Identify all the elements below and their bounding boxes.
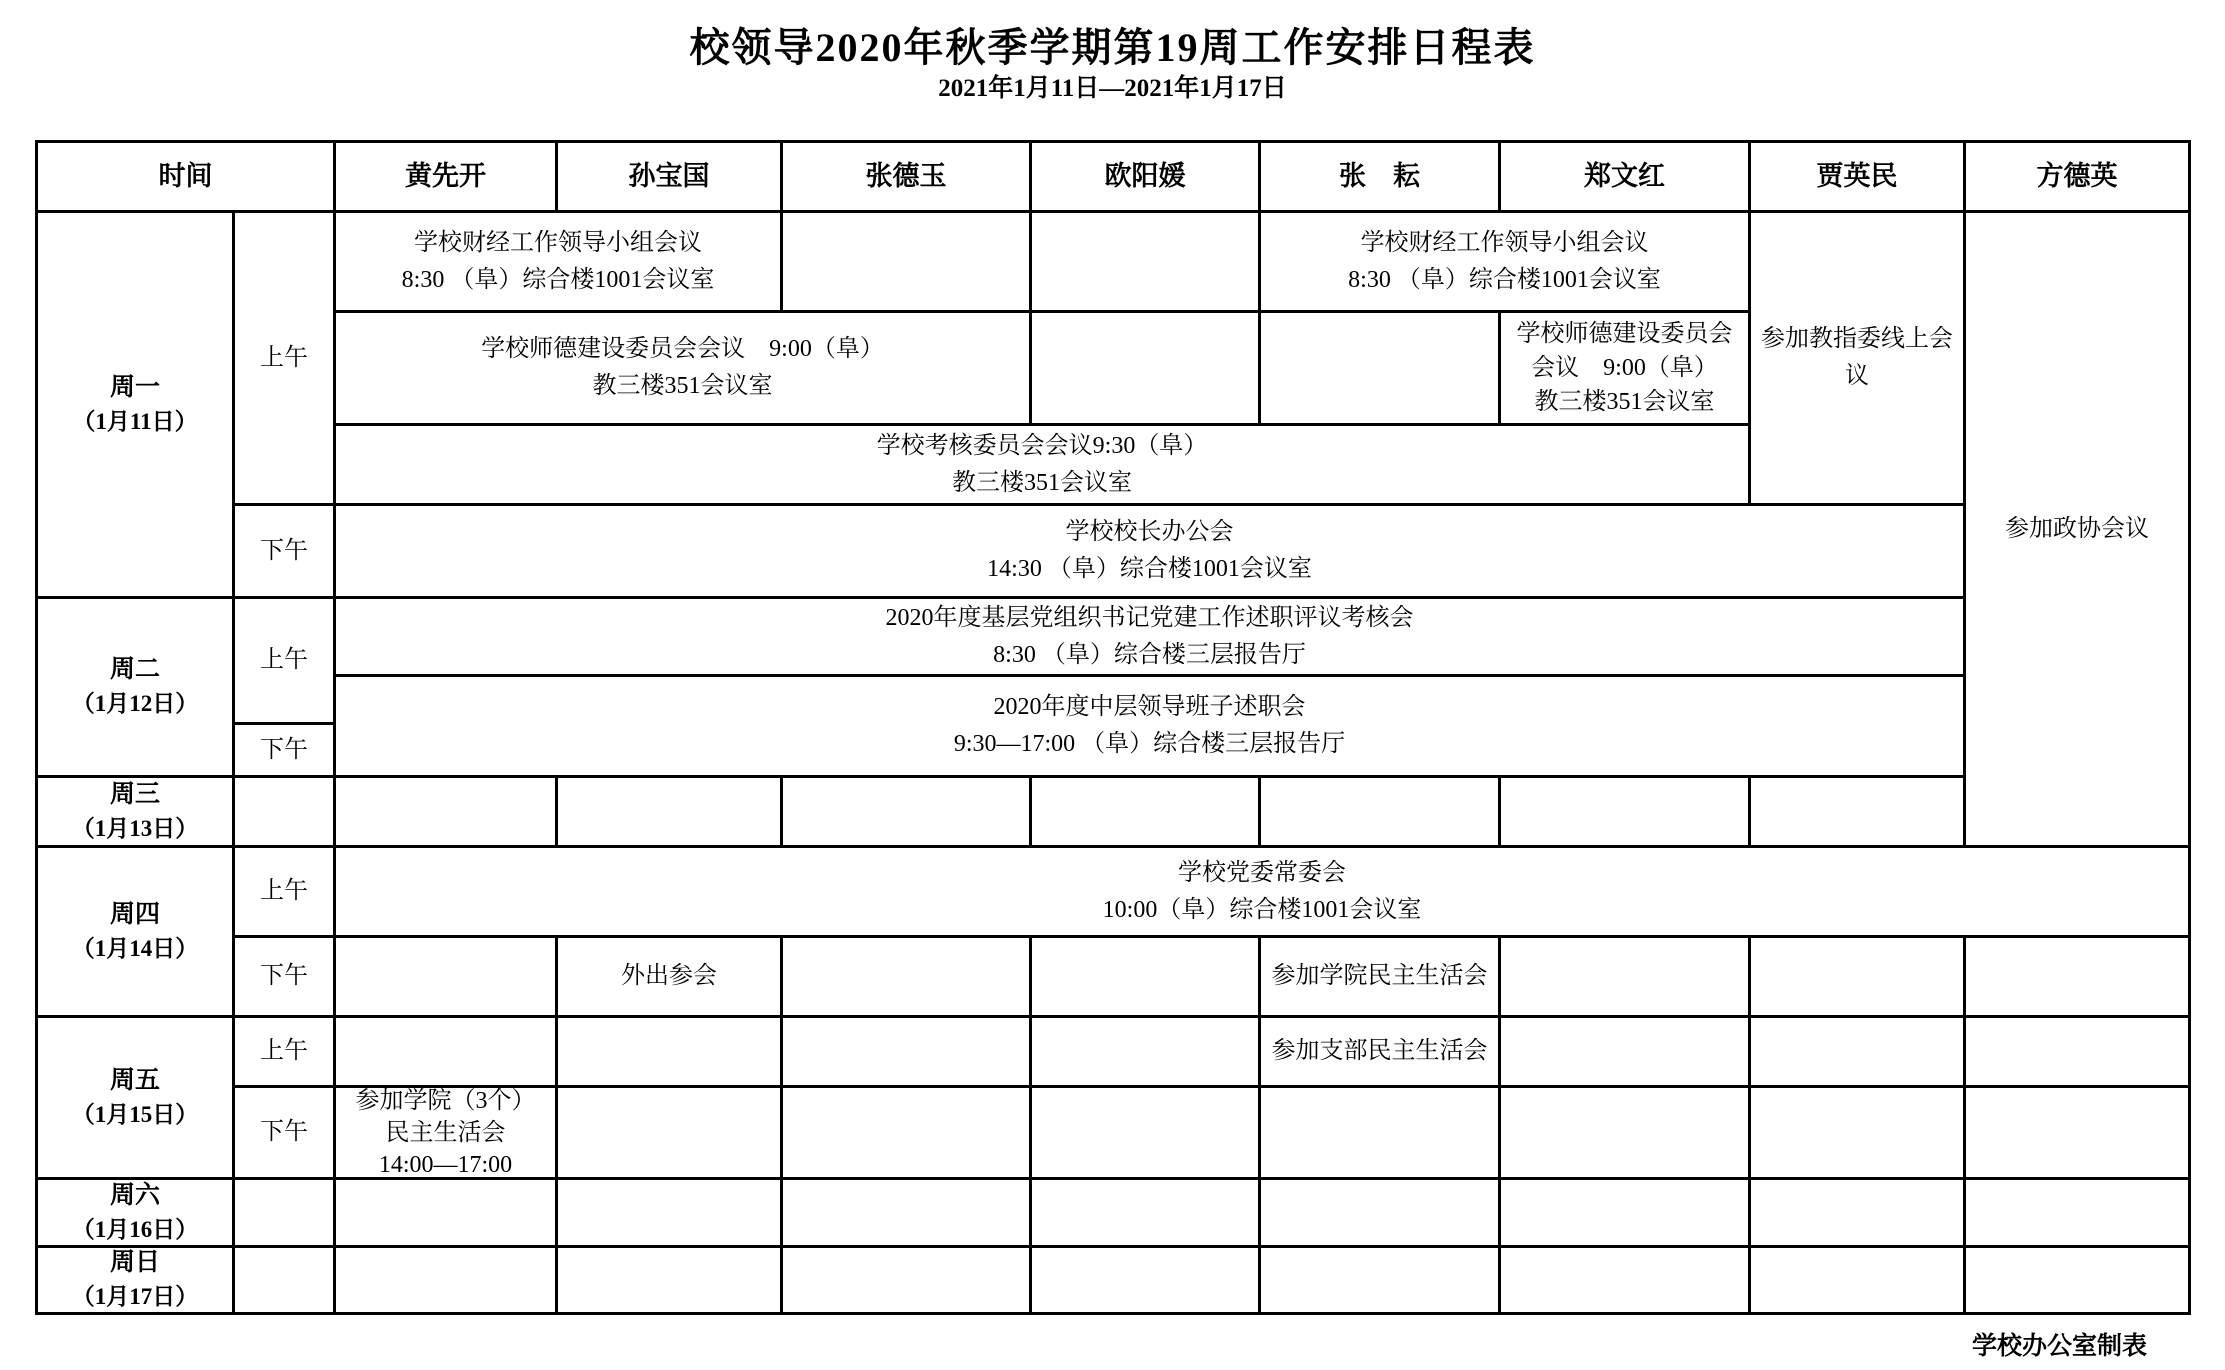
- event-fri-huang-college: 参加学院（3个） 民主生活会 14:00—17:00: [336, 1088, 555, 1177]
- empty-cell: [1751, 938, 1963, 1015]
- event-mon-finance-right: 学校财经工作领导小组会议 8:30 （阜）综合楼1001会议室: [1261, 213, 1748, 310]
- event-jia-online-meeting: 参加教指委线上会议: [1751, 213, 1963, 503]
- empty-cell: [783, 1088, 1029, 1177]
- event-mon-finance-left: 学校财经工作领导小组会议 8:30 （阜）综合楼1001会议室: [336, 213, 780, 310]
- empty-cell: [783, 1180, 1029, 1245]
- schedule-table: [35, 140, 2191, 1315]
- friday-pm-label: 下午: [235, 1088, 333, 1177]
- empty-cell: [336, 938, 555, 1015]
- empty-cell: [1032, 938, 1258, 1015]
- empty-cell: [558, 1248, 780, 1312]
- friday-am-label: 上午: [235, 1018, 333, 1085]
- empty-cell: [1501, 1088, 1748, 1177]
- day-saturday: 周六 （1月16日）: [38, 1180, 232, 1245]
- day-tuesday: 周二 （1月12日）: [38, 599, 232, 775]
- empty-cell: [1032, 1180, 1258, 1245]
- header-name-huangxiankai: 黄先开: [336, 143, 555, 210]
- event-mon-ethics-main: 学校师德建设委员会会议 9:00（阜） 教三楼351会议室: [336, 313, 1029, 423]
- empty-cell: [1501, 1248, 1748, 1312]
- header-name-zhengwenhong: 郑文红: [1501, 143, 1748, 210]
- empty-cell: [558, 778, 780, 845]
- header-name-sunbaoguo: 孙宝国: [558, 143, 780, 210]
- page-subtitle: 2021年1月11日—2021年1月17日: [938, 75, 1287, 102]
- empty-cell: [1501, 938, 1748, 1015]
- thursday-pm-label: 下午: [235, 938, 333, 1015]
- day-monday: 周一 （1月11日）: [38, 213, 232, 596]
- empty-cell: [1966, 938, 2188, 1015]
- empty-cell: [783, 1248, 1029, 1312]
- monday-pm-label: 下午: [235, 506, 333, 596]
- event-thu-standing-committee: 学校党委常委会 10:00（阜）综合楼1001会议室: [336, 848, 2188, 935]
- empty-cell: [783, 938, 1029, 1015]
- empty-cell: [1966, 1018, 2188, 1085]
- day-friday: 周五 （1月15日）: [38, 1018, 232, 1177]
- empty-cell: [783, 213, 1029, 310]
- empty-cell: [558, 1018, 780, 1085]
- footer-prepared-by: 学校办公室制表: [1971, 1333, 2147, 1360]
- event-mon-ethics-zheng: 学校师德建设委员会 会议 9:00（阜） 教三楼351会议室: [1501, 313, 1748, 423]
- empty-cell: [1032, 1088, 1258, 1177]
- event-mon-assessment: 学校考核委员会会议9:30（阜） 教三楼351会议室: [336, 426, 1748, 503]
- tuesday-am-label: 上午: [235, 599, 333, 722]
- header-name-zhangdeyu: 张德玉: [783, 143, 1029, 210]
- empty-cell: [1032, 313, 1258, 423]
- event-thu-zhang-college-life: 参加学院民主生活会: [1261, 938, 1498, 1015]
- empty-cell: [1751, 1180, 1963, 1245]
- header-name-ouyangyuan: 欧阳媛: [1032, 143, 1258, 210]
- empty-cell: [1966, 1088, 2188, 1177]
- header-name-fangdeying: 方德英: [1966, 143, 2188, 210]
- day-thursday: 周四 （1月14日）: [38, 848, 232, 1015]
- event-mon-pm-presidents: 学校校长办公会 14:30 （阜）综合楼1001会议室: [336, 506, 1963, 596]
- empty-cell: [336, 1018, 555, 1085]
- empty-cell: [1032, 1018, 1258, 1085]
- event-fri-zhang-branch-life: 参加支部民主生活会: [1261, 1018, 1498, 1085]
- empty-cell: [1261, 1180, 1498, 1245]
- empty-cell: [1966, 1248, 2188, 1312]
- empty-cell: [783, 778, 1029, 845]
- day-sunday: 周日 （1月17日）: [38, 1248, 232, 1312]
- empty-cell: [783, 1018, 1029, 1085]
- page-title: 校领导2020年秋季学期第19周工作安排日程表: [689, 25, 1536, 70]
- empty-cell: [1261, 1088, 1498, 1177]
- event-fang-cppcc: 参加政协会议: [1966, 213, 2188, 845]
- empty-cell: [1032, 1248, 1258, 1312]
- monday-am-label: 上午: [235, 213, 333, 503]
- empty-cell: [1501, 778, 1748, 845]
- empty-cell: [235, 778, 333, 845]
- empty-cell: [336, 1180, 555, 1245]
- empty-cell: [1751, 778, 1963, 845]
- empty-cell: [1261, 1248, 1498, 1312]
- header-time: 时间: [38, 143, 333, 210]
- empty-cell: [235, 1180, 333, 1245]
- empty-cell: [1966, 1180, 2188, 1245]
- event-tue-midlevel: 2020年度中层领导班子述职会 9:30—17:00 （阜）综合楼三层报告厅: [336, 677, 1963, 775]
- thursday-am-label: 上午: [235, 848, 333, 935]
- empty-cell: [1032, 778, 1258, 845]
- day-wednesday: 周三 （1月13日）: [38, 778, 232, 845]
- header-name-zhangyun: 张 耘: [1261, 143, 1498, 210]
- empty-cell: [1032, 213, 1258, 310]
- empty-cell: [1751, 1018, 1963, 1085]
- empty-cell: [336, 1248, 555, 1312]
- empty-cell: [1501, 1018, 1748, 1085]
- event-tue-grassroots: 2020年度基层党组织书记党建工作述职评议考核会 8:30 （阜）综合楼三层报告厅: [336, 599, 1963, 674]
- empty-cell: [1261, 313, 1498, 423]
- empty-cell: [1501, 1180, 1748, 1245]
- empty-cell: [1751, 1088, 1963, 1177]
- empty-cell: [558, 1088, 780, 1177]
- empty-cell: [1751, 1248, 1963, 1312]
- header-name-jiayingmin: 贾英民: [1751, 143, 1963, 210]
- tuesday-pm-label: 下午: [235, 725, 333, 775]
- empty-cell: [558, 1180, 780, 1245]
- empty-cell: [1261, 778, 1498, 845]
- event-thu-sun-out: 外出参会: [558, 938, 780, 1015]
- empty-cell: [235, 1248, 333, 1312]
- empty-cell: [336, 778, 555, 845]
